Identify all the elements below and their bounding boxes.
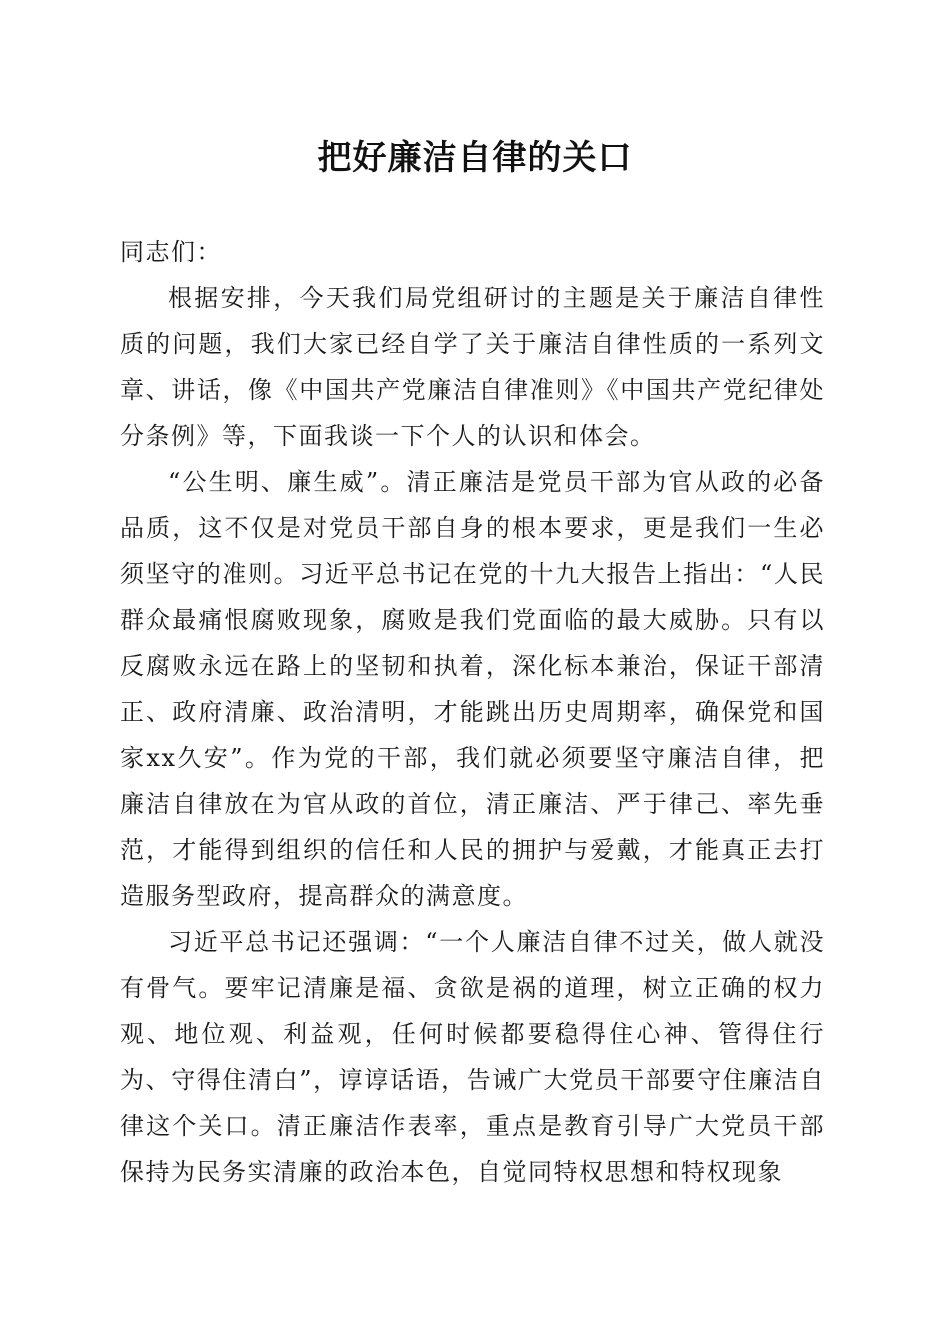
document-body (120, 229, 825, 1195)
paragraph-3: 习近平总书记还强调：“一个人廉洁自律不过关，做人就没有骨气。要牢记清廉是福、贪欲是祸的道理，树立正确的权力观、地位观、利益观，任何时候都要稳得住心神、管得住行为、守得住清白”，谆谆话语，告诫广大党员干部要守住廉洁自律这个关口。清正廉洁作表率，重点是教育引导广大党员干部保持为民务实清廉的政治本色，自觉同特权思想和特权现象 (120, 928, 825, 1186)
paragraph-2: “公生明、廉生威”。清正廉洁是党员干部为官从政的必备品质，这不仅是对党员干部自身的根本要求，更是我们一生必须坚守的准则。习近平总书记在党的十九大报告上指出：“人民群众最痛恨腐败现象，腐败是我们党面临的最大威胁。只有以反腐败永远在路上的坚韧和执着，深化标本兼治，保证干部清正、政府清廉、政治清明，才能跳出历史周期率，确保党和国家xx久安”。作为党的干部，我们就必须要坚守廉洁自律，把廉洁自律放在为官从政的首位，清正廉洁、严于律己、率先垂范，才能得到组织的信任和人民的拥护与爱戴，才能真正去打造服务型政府，提高群众的满意度。 (120, 468, 825, 910)
paragraph-1: 根据安排，今天我们局党组研讨的主题是关于廉洁自律性质的问题，我们大家已经自学了关于廉洁自律性质的一系列文章、讲话，像《中国共产党廉洁自律准则》《中国共产党纪律处分条例》等，下面我谈一下个人的认识和体会。 (120, 284, 825, 450)
document-title: 把好廉洁自律的关口 (317, 138, 633, 178)
salutation: 同志们： (120, 238, 222, 266)
